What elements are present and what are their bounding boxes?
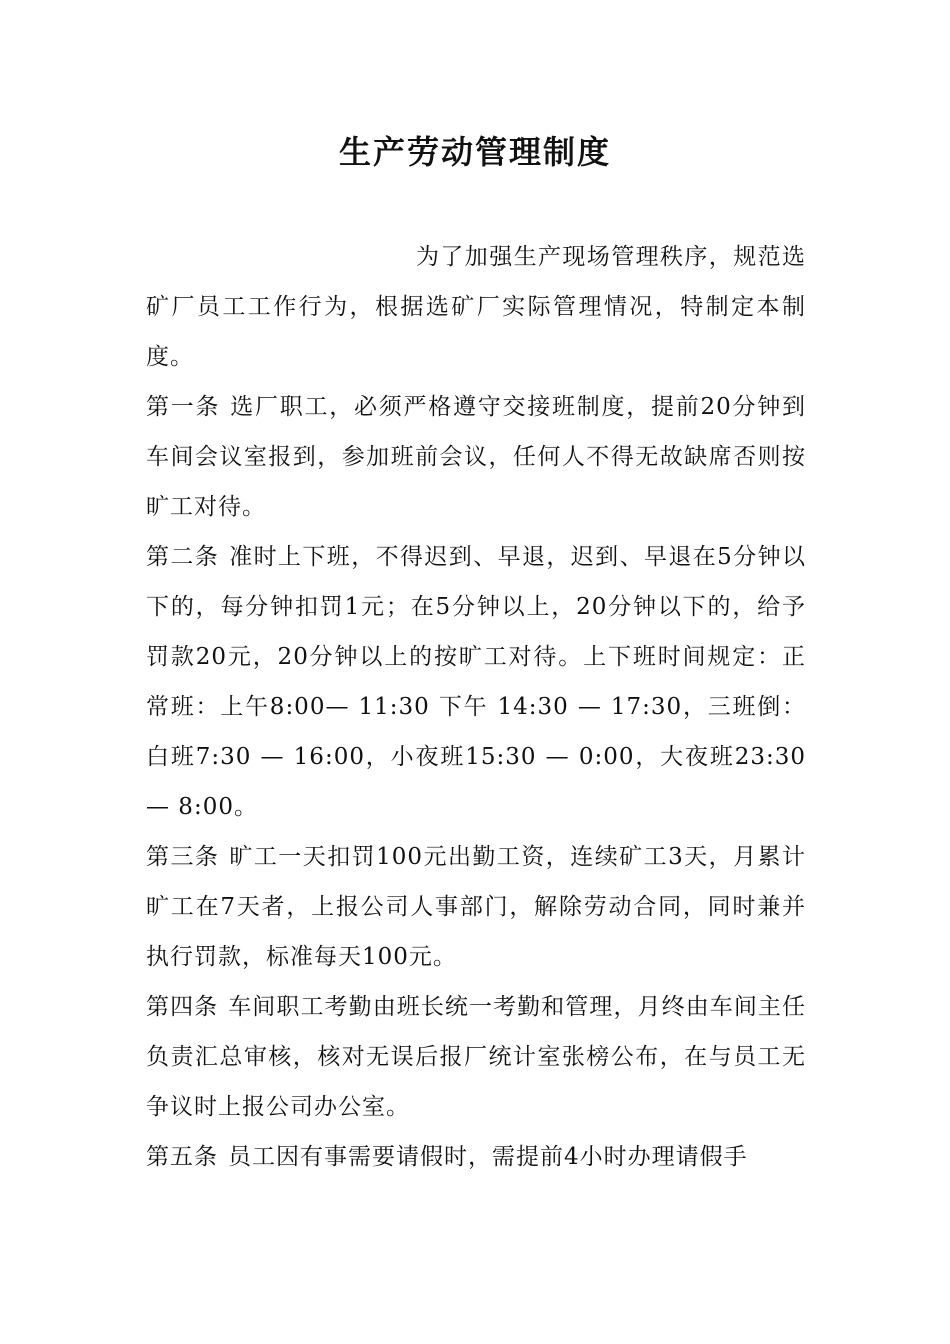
clause-number: 第一条 — [146, 394, 221, 420]
clause-text: 员工因有事需要请假时，需提前4小时办理请假手 — [228, 1144, 748, 1170]
clause-3 — [146, 832, 806, 982]
clause-number: 第三条 — [146, 844, 220, 870]
document-body — [146, 232, 806, 1182]
clause-1 — [146, 382, 806, 532]
clause-text: 选厂职工，必须严格遵守交接班制度，提前20分钟到车间会议室报到，参加班前会议，任何人不得无故缺席否则按旷工对待。 — [146, 394, 806, 520]
clause-text: 车间职工考勤由班长统一考勤和管理，月终由车间主任负责汇总审核，核对无误后报厂统计室张榜公布，在与员工无争议时上报公司办公室。 — [146, 994, 807, 1120]
clause-2 — [146, 532, 806, 832]
intro-paragraph: 为了加强生产现场管理秩序，规范选矿厂员工工作行为，根据选矿厂实际管理情况，特制定本制度。 — [146, 244, 806, 370]
clause-5 — [146, 1132, 806, 1182]
clause-text: 旷工一天扣罚100元出勤工资，连续矿工3天，月累计旷工在7天者，上报公司人事部门，解除劳动合同，同时兼并执行罚款，标准每天100元。 — [146, 844, 806, 970]
clause-number: 第五条 — [146, 1144, 218, 1170]
clause-number: 第二条 — [146, 544, 220, 570]
clause-number: 第四条 — [146, 994, 219, 1020]
clause-text: 准时上下班，不得迟到、早退，迟到、早退在5分钟以下的，每分钟扣罚1元；在5分钟以上，20分钟以下的，给予罚款20元，20分钟以上的按旷工对待。上下班时间规定：正常班：上午8:00— 11:30 下午 14:30 — 17:30，三班倒：白班7:30 — 16:00，小夜班15:30 — 0:00，大夜班23:30 — 8:00。 — [146, 544, 807, 820]
clause-4 — [146, 982, 806, 1132]
document-title: 生产劳动管理制度 — [338, 133, 611, 171]
